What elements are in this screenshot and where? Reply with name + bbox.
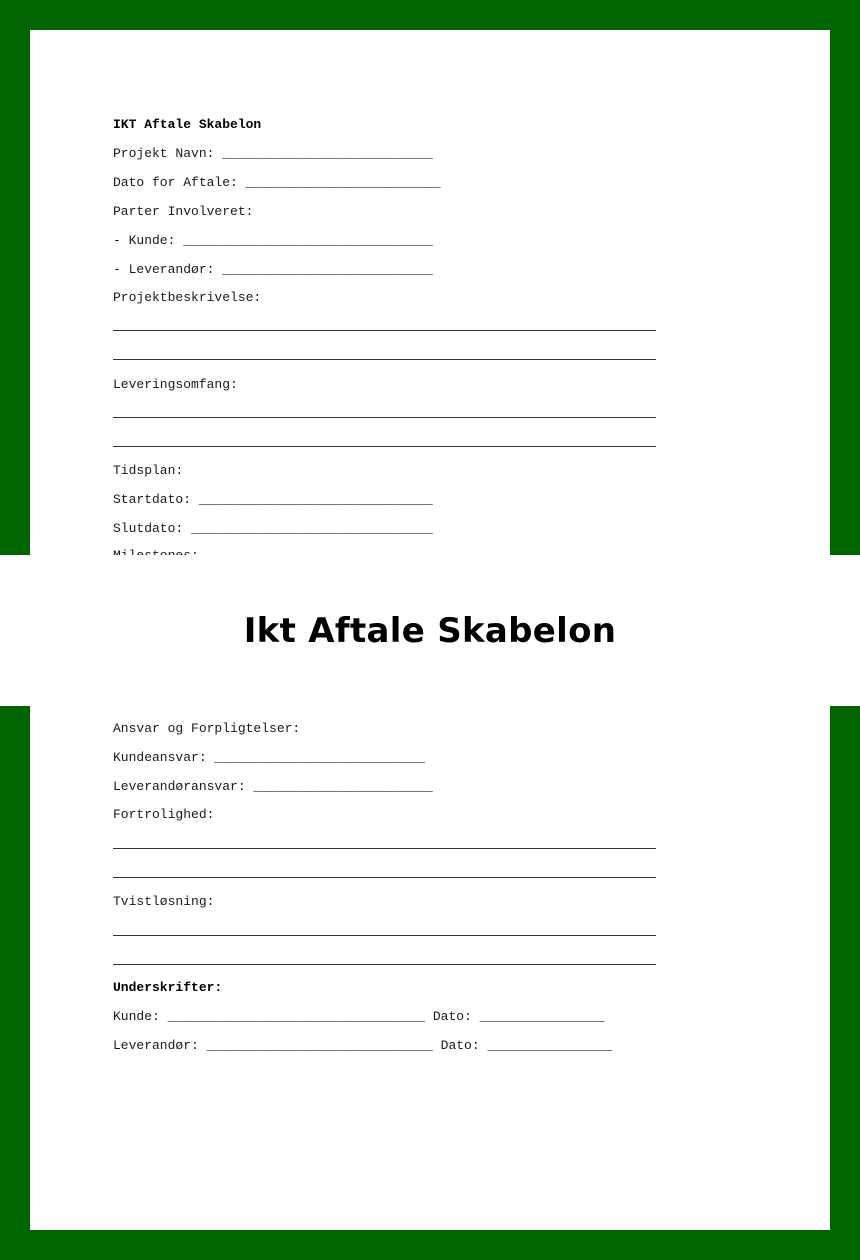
confidentiality-line [113, 877, 656, 878]
confidentiality-line [113, 848, 656, 849]
description-heading: Projektbeskrivelse: [113, 290, 262, 305]
description-line [113, 330, 656, 331]
customer-field: - Kunde: ________________________________ [113, 233, 433, 248]
end-date-field: Slutdato: _______________________________ [113, 521, 433, 536]
title-banner [0, 555, 860, 706]
supplier-signature-row: Leverandør: _____________________________ Dato: ________________ [113, 1038, 613, 1053]
dispute-heading: Tvistløsning: [113, 894, 215, 909]
customer-signature-row: Kunde: _________________________________ Dato: ________________ [113, 1009, 605, 1024]
scope-line [113, 417, 656, 418]
dispute-line [113, 964, 656, 965]
document-page-top [30, 30, 830, 555]
project-name-field: Projekt Navn: ___________________________ [113, 146, 433, 161]
dispute-line [113, 935, 656, 936]
supplier-responsibility-field: Leverandøransvar: _______________________ [113, 779, 433, 794]
description-line [113, 359, 656, 360]
signatures-heading: Underskrifter: [113, 980, 223, 995]
parties-heading: Parter Involveret: [113, 204, 254, 219]
confidentiality-heading: Fortrolighed: [113, 807, 215, 822]
scope-line [113, 446, 656, 447]
customer-responsibility-field: Kundeansvar: ___________________________ [113, 750, 426, 765]
responsibilities-heading: Ansvar og Forpligtelser: [113, 721, 301, 736]
timeline-heading: Tidsplan: [113, 463, 184, 478]
agreement-date-field: Dato for Aftale: _________________________ [113, 175, 441, 190]
start-date-field: Startdato: ______________________________ [113, 492, 433, 507]
scope-heading: Leveringsomfang: [113, 377, 238, 392]
document-heading: IKT Aftale Skabelon [113, 117, 262, 132]
banner-title: Ikt Aftale Skabelon [243, 610, 617, 651]
supplier-field: - Leverandør: ___________________________ [113, 262, 433, 277]
document-page-bottom [30, 706, 830, 1230]
